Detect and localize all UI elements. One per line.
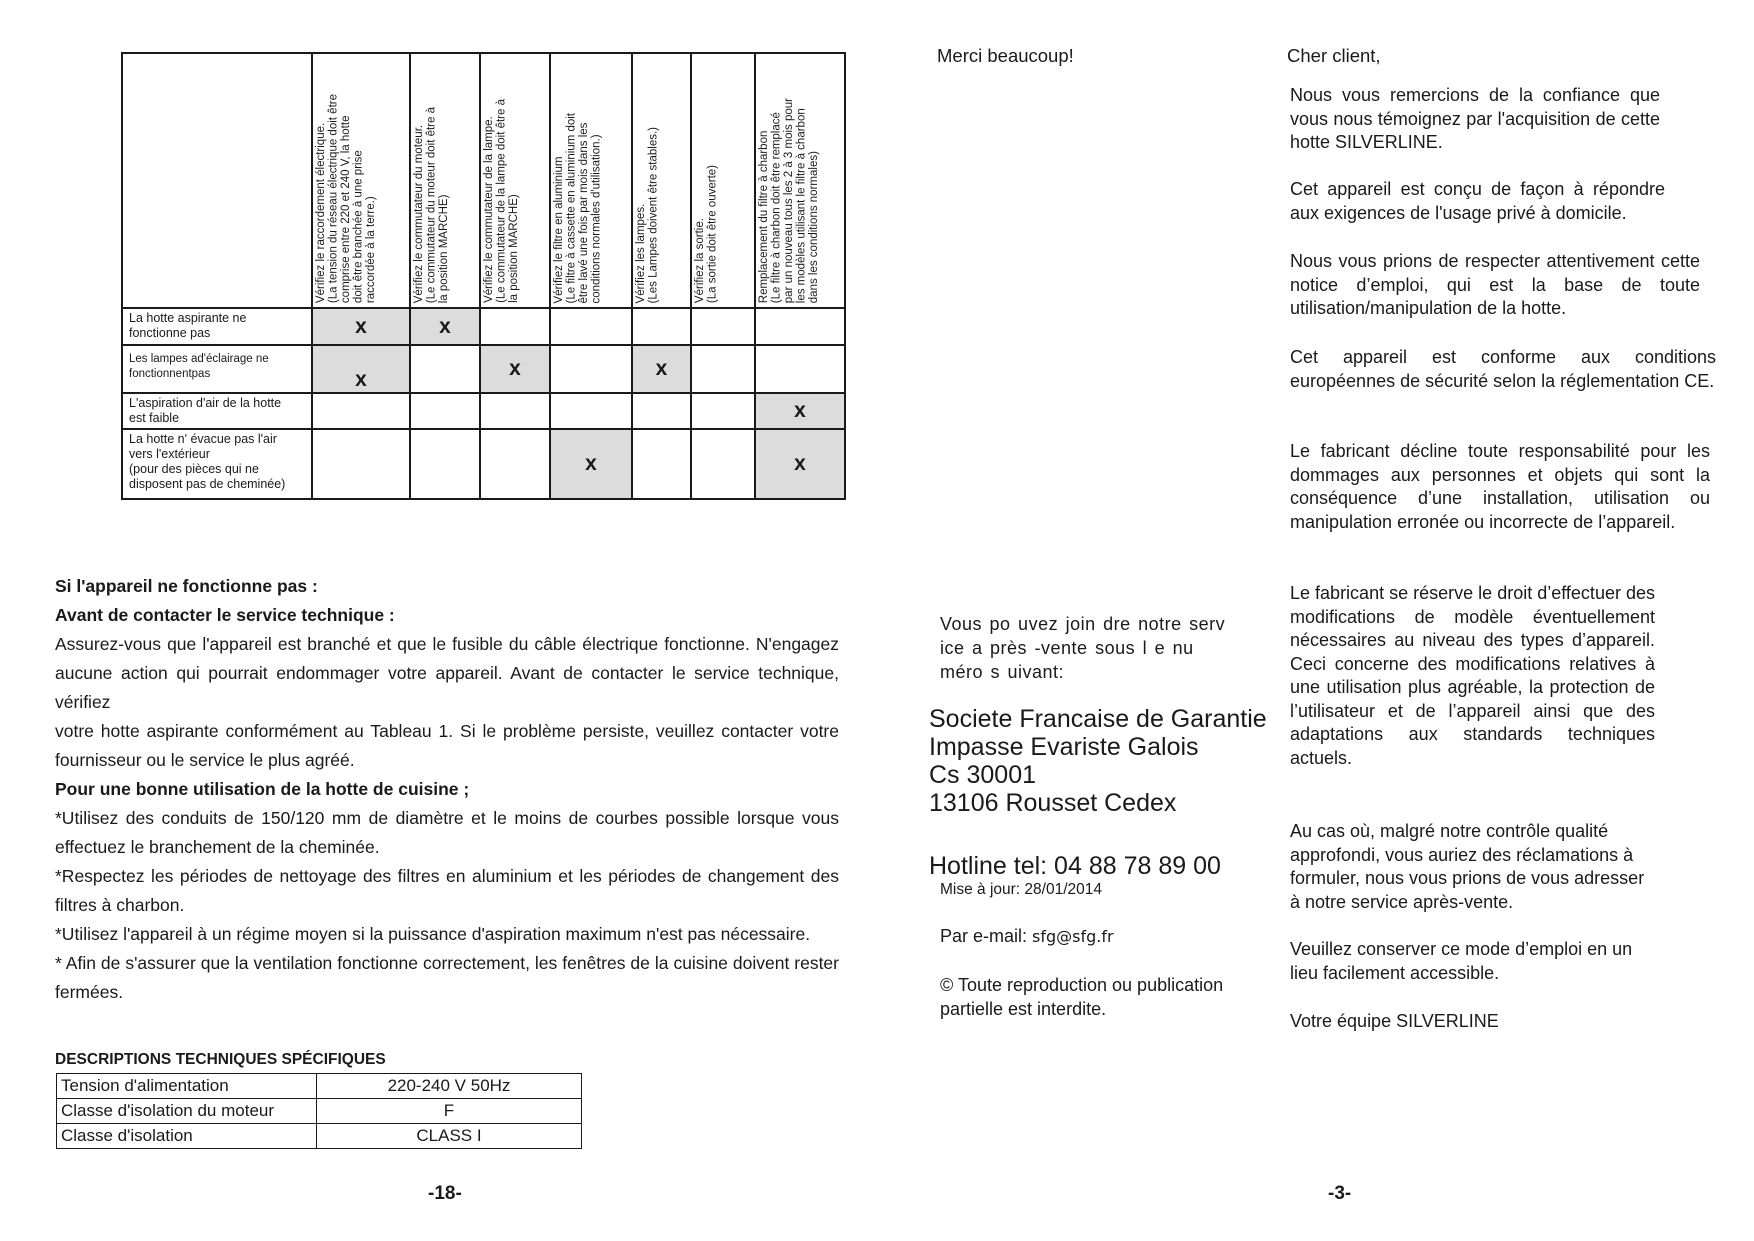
signature <box>1290 1010 1715 1034</box>
page-number-left: -18- <box>428 1183 462 1204</box>
spec-value: 220-240 V 50Hz <box>317 1074 582 1099</box>
paragraph-text: Cet appareil est conforme aux conditions européennes de sécurité selon la réglementation CE. <box>1290 347 1716 391</box>
heading-not-working: Si l'appareil ne fonctionne pas : <box>55 576 318 596</box>
table-cell: x <box>410 308 480 345</box>
paragraph-text: Nous vous remercions de la confiance que vous nous témoignez par l'acquisition de cette hotte SILVERLINE. <box>1290 85 1660 152</box>
table-row <box>122 308 845 345</box>
table-cell <box>410 429 480 499</box>
column-header-text: Vérifiez le filtre en aluminium (Le filtre à cassette en aluminium doit être lavé une fois par mois dans les conditions normales d'utilisation.) <box>553 112 603 303</box>
column-header-text: Vérifiez le commutateur de la lampe. (Le commutateur de la lampe doit être à la position MARCHE) <box>483 99 520 303</box>
paragraph <box>1290 346 1716 393</box>
paragraph-text: Cet appareil est conçu de façon à répondre aux exigences de l'usage privé à domicile. <box>1290 179 1665 223</box>
table-cell <box>410 345 480 393</box>
row-label: Les lampes ad'éclairage ne fonctionnentpas <box>122 345 312 393</box>
paragraph <box>1290 582 1655 770</box>
paragraph-text: Au cas où, malgré notre contrôle qualité approfondi, vous auriez des réclamations à formuler, nous vous prions de vous adresser à notre service après-vente. <box>1290 821 1645 912</box>
table-cell: x <box>632 345 691 393</box>
paragraph-text: Le fabricant décline toute responsabilité pour les dommages aux personnes et objets qui sont la conséquence d’une installation, utilisation ou manipulation erronée ou incorrecte de l’appareil. <box>1290 441 1710 532</box>
service-address <box>929 705 1267 817</box>
paragraph <box>1290 820 1655 914</box>
specs-title: DESCRIPTIONS TECHNIQUES SPÉCIFIQUES <box>55 1051 386 1068</box>
paragraph <box>1290 440 1710 534</box>
heading-before-contact: Avant de contacter le service technique : <box>55 605 395 625</box>
hotline-phone: Hotline tel: 04 88 78 89 00 <box>929 852 1221 880</box>
table-cell <box>691 429 755 499</box>
column-header-text: Vérifiez le commutateur du moteur. (Le commutateur du moteur doit être à la position MARCHE) <box>413 106 450 303</box>
table-cell: x <box>755 393 845 429</box>
table-cell <box>410 393 480 429</box>
column-header <box>755 53 845 308</box>
email-address: sfg@sfg.fr <box>1032 927 1114 946</box>
table-cell <box>480 393 550 429</box>
update-date: Mise à jour: 28/01/2014 <box>940 881 1102 898</box>
table-cell <box>691 308 755 345</box>
table-cell <box>312 393 410 429</box>
column-header <box>550 53 632 308</box>
table-row <box>122 393 845 429</box>
paragraph-text: Le fabricant se réserve le droit d’effectuer des modifications de modèle éventuellement nécessaires au niveau des types d’appareil. Ceci concerne des modifications relatives à une utilisation plus agréable, la protection de l’utilisateur et de l’appareil ainsi que des adaptations aux standards techniques actuels. <box>1290 583 1655 768</box>
paragraph <box>1290 178 1665 225</box>
paragraph-text: Veuillez conserver ce mode d’emploi en un lieu facilement accessible. <box>1290 939 1633 983</box>
column-header-text: Remplacement du filtre à charbon (Le filtre à charbon doit être remplacé par un nouveau tous les 2 à 3 mois pour les modèles utilisant le filtre à charbon dans les conditions normales) <box>758 97 820 303</box>
table-cell <box>632 308 691 345</box>
table-cell <box>480 429 550 499</box>
email-line <box>940 926 1114 947</box>
column-header <box>480 53 550 308</box>
table-cell: x <box>312 308 410 345</box>
table-cell <box>550 393 632 429</box>
paragraph <box>1290 84 1660 155</box>
tip: *Utilisez l'appareil à un régime moyen si la puissance d'aspiration maximum n'est pas nécessaire. <box>55 924 811 944</box>
table-row <box>122 345 845 393</box>
table-cell <box>755 308 845 345</box>
copyright-notice: © Toute reproduction ou publication partielle est interdite. <box>940 975 1224 1019</box>
column-header-text: Vérifiez la sortie. (La sortie doit être ouverte) <box>694 164 719 303</box>
table-cell <box>632 429 691 499</box>
paragraph <box>1290 250 1700 321</box>
page-number-right: -3- <box>1328 1183 1352 1204</box>
address-line: Cs 30001 <box>929 761 1037 789</box>
column-header-text: Vérifiez le raccordement électrique. (La tension du réseau électrique doit être comprise entre 220 et 240 V, la hotte doit être branchée à une prise raccordée à la terre.) <box>315 93 377 303</box>
table-header-row <box>122 53 845 308</box>
spec-label: Classe d'isolation du moteur <box>57 1099 317 1124</box>
table-corner-cell <box>122 53 312 308</box>
table-cell: x <box>480 345 550 393</box>
spec-value: F <box>317 1099 582 1124</box>
column-header <box>632 53 691 308</box>
specs-table <box>56 1073 582 1149</box>
table-cell: x <box>550 429 632 499</box>
row-label: La hotte n' évacue pas l'air vers l'extérieur (pour des pièces qui ne disposent pas de cheminée) <box>122 429 312 499</box>
table-row <box>57 1099 582 1124</box>
heading-good-use: Pour une bonne utilisation de la hotte de cuisine ; <box>55 779 470 799</box>
troubleshooting-instructions <box>55 572 839 1007</box>
column-header <box>312 53 410 308</box>
troubleshooting-table <box>121 52 846 500</box>
column-header <box>410 53 480 308</box>
table-cell <box>550 345 632 393</box>
email-label: Par e-mail: <box>940 926 1028 946</box>
paragraph-text: Nous vous prions de respecter attentivement cette notice d’emploi, qui est la base de toute utilisation/manipulation de la hotte. <box>1290 251 1700 318</box>
table-cell: x <box>755 429 845 499</box>
tip: *Respectez les périodes de nettoyage des filtres en aluminium et les périodes de changement des filtres à charbon. <box>55 866 839 915</box>
column-header <box>691 53 755 308</box>
address-line: 13106 Rousset Cedex <box>929 789 1177 817</box>
address-line: Impasse Evariste Galois <box>929 733 1199 761</box>
table-cell <box>691 345 755 393</box>
table-cell <box>691 393 755 429</box>
table-cell <box>480 308 550 345</box>
column-header-text: Vérifiez les lampes. (Les Lampes doivent être stables.) <box>635 126 660 303</box>
table-cell <box>312 429 410 499</box>
table-cell <box>632 393 691 429</box>
paragraph <box>1290 938 1655 985</box>
spec-label: Classe d'isolation <box>57 1124 317 1149</box>
paragraph: votre hotte aspirante conformément au Tableau 1. Si le problème persiste, veuillez contacter votre fournisseur ou le service le plus agréé. <box>55 721 839 770</box>
spec-value: CLASS I <box>317 1124 582 1149</box>
paragraph: Assurez-vous que l'appareil est branché et que le fusible du câble électrique fonctionne. N'engagez aucune action qui pourrait endommager votre appareil. Avant de contacter le service technique, vérifiez <box>55 634 839 712</box>
contact-intro: Vous po uvez join dre notre serv ice a près -vente sous l e nu méro s uivant: <box>940 614 1226 682</box>
tip: *Utilisez des conduits de 150/120 mm de diamètre et le moins de courbes possible lorsque vous effectuez le branchement de la cheminée. <box>55 808 839 857</box>
table-row <box>57 1124 582 1149</box>
greeting: Cher client, <box>1287 45 1381 66</box>
row-label: La hotte aspirante ne fonctionne pas <box>122 308 312 345</box>
address-line: Societe Francaise de Garantie <box>929 705 1267 733</box>
table-cell <box>550 308 632 345</box>
table-cell: x <box>312 345 410 393</box>
spec-label: Tension d'alimentation <box>57 1074 317 1099</box>
thanks-text: Merci beaucoup! <box>937 45 1074 66</box>
row-label: L'aspiration d'air de la hotte est faible <box>122 393 312 429</box>
table-cell <box>755 345 845 393</box>
table-row <box>122 429 845 499</box>
tip: * Afin de s'assurer que la ventilation fonctionne correctement, les fenêtres de la cuisine doivent rester fermées. <box>55 953 839 1002</box>
table-row <box>57 1074 582 1099</box>
signature-text: Votre équipe SILVERLINE <box>1290 1011 1499 1031</box>
